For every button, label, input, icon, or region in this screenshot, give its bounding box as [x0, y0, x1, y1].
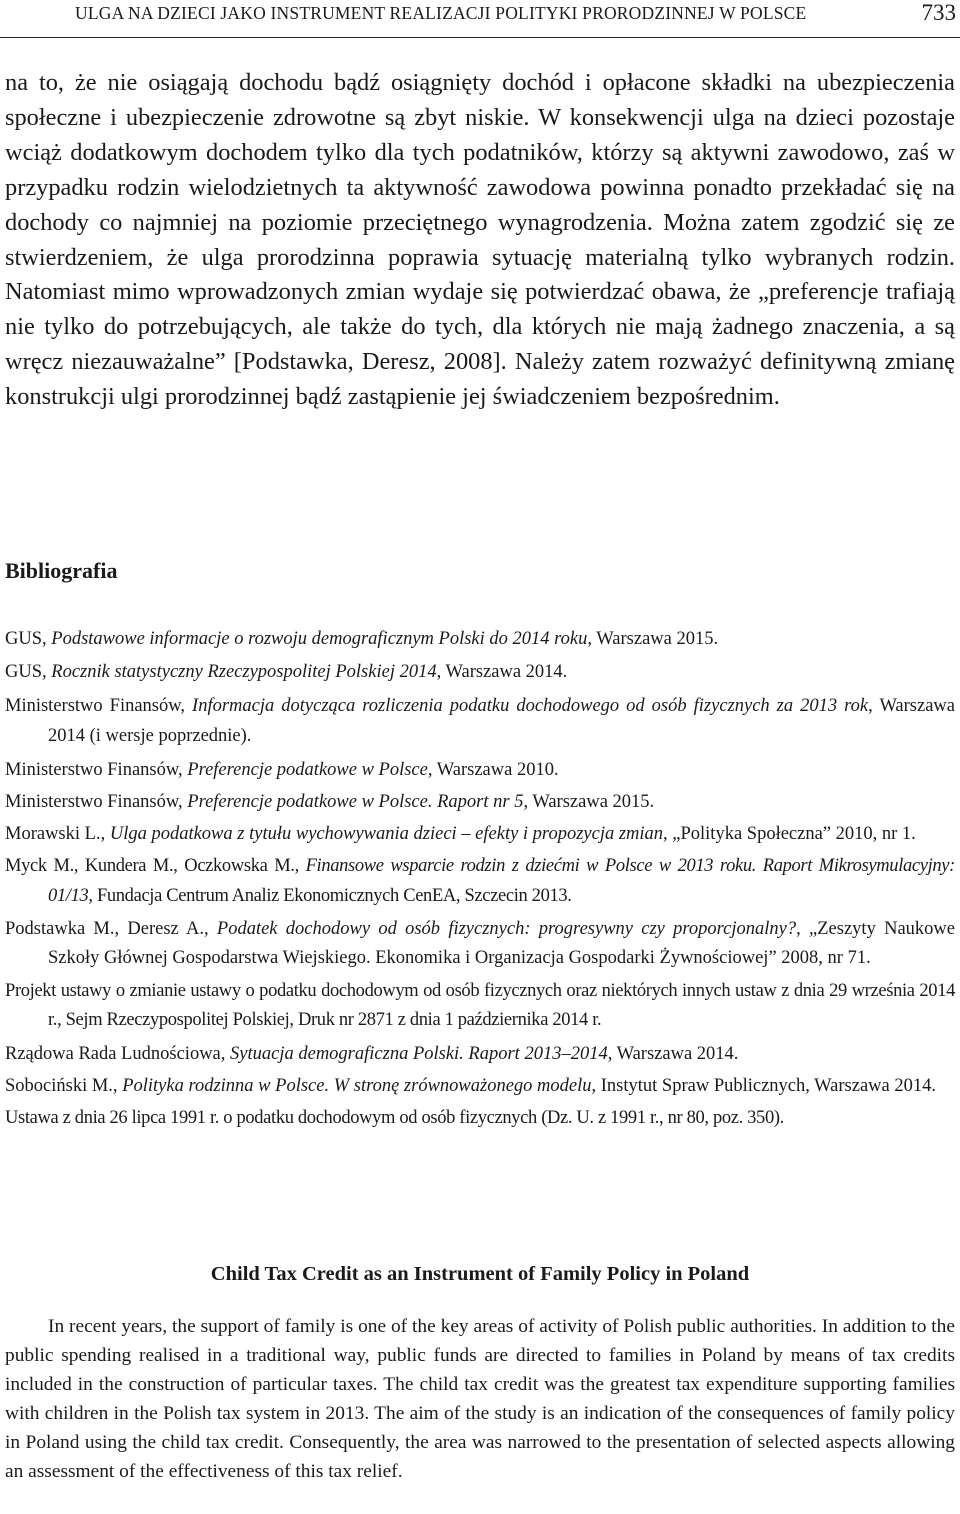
bibliography-entry: [5, 820, 955, 849]
entry-author: Podstawka M., Deresz A.,: [5, 918, 217, 939]
entry-details: , Warszawa 2015.: [587, 629, 719, 649]
entry-author: Rządowa Rada Ludnościowa,: [5, 1043, 231, 1064]
summary-title: Child Tax Credit as an Instrument of Family Policy in Poland: [210, 1263, 750, 1285]
bibliography-entry: [5, 1072, 955, 1101]
entry-title: Preferencje podatkowe w Polsce. Raport nr 5: [187, 792, 524, 813]
bibliography-entry: [5, 692, 955, 750]
entry-details: , Fundacja Centrum Analiz Ekonomicznych CenEA, Szczecin 2013.: [88, 885, 572, 906]
entry-details: , Warszawa 2014.: [607, 1043, 739, 1064]
entry-title: Preferencje podatkowe w Polsce: [187, 759, 428, 780]
entry-title: Rocznik statystyczny Rzeczypospolitej Polskiej 2014: [51, 662, 437, 683]
entry-details: , Warszawa 2014.: [436, 662, 568, 683]
entry-title: Finansowe wsparcie rodzin z dziećmi w Polsce w 2013 roku. Raport Mikrosymulacyjny: 01/13: [48, 856, 955, 906]
entry-author: Sobociński M.,: [5, 1075, 123, 1096]
bibliography-entry: [5, 852, 955, 910]
entry-details: , Warszawa 2015.: [523, 792, 655, 813]
running-header: [0, 0, 960, 40]
entry-details: , Warszawa 2014 (i wersje poprzednie).: [48, 696, 955, 746]
entry-details: , „Polityka Społeczna” 2010, nr 1.: [663, 824, 916, 845]
entry-author: GUS,: [5, 629, 52, 649]
entry-details: , Warszawa 2010.: [427, 759, 559, 780]
entry-author: Ministerstwo Finansów,: [5, 792, 188, 813]
entry-author: GUS,: [5, 662, 52, 683]
entry-details: , Instytut Spraw Publicznych, Warszawa 2014.: [591, 1075, 936, 1096]
summary-text: In recent years, the support of family is one of the key areas of activity of Polish public authorities. In addition to the public spending realised in a traditional way, public funds are directed to families in Poland by means of tax credits included in the construction of particular taxes. The child tax credit was the greatest tax expenditure supporting families with children in the Polish tax system in 2013. The aim of the study is an indication of the consequences of family policy in Poland using the child tax credit. Consequently, the area was narrowed to the presentation of selected aspects allowing an assessment of the effectiveness of this tax relief.: [5, 1316, 955, 1483]
body-paragraph: na to, że nie osiągają dochodu bądź osiągnięty dochód i opłacone składki na ubezpieczenia społeczne i ubezpieczenie zdrowotne są zbyt niskie. W konsekwencji ulga na dzieci pozostaje wciąż dodatkowym dochodem tylko dla tych podatników, którzy są aktywni zawodowo, zaś w przypadku rodzin wielodzietnych ta aktywność zawodowa powinna ponadto przekładać się na dochody co najmniej na poziomie przeciętnego wynagrodzenia. Można zatem zgodzić się ze stwierdzeniem, że ulga prorodzinna poprawia sytuację materialną tylko wybranych rodzin. Natomiast mimo wprowadzonych zmian wydaje się potwierdzać obawa, że „preferencje trafiają nie tylko do potrzebujących, ale także do tych, dla których nie mają żadnego znaczenia, a są wręcz niezauważalne” [Podstawka, Deresz, 2008]. Należy zatem rozważyć definitywną zmianę konstrukcji ulgi prorodzinnej bądź zastąpienie jej świadczeniem bezpośrednim.: [5, 69, 955, 411]
bibliography-entry: [5, 1040, 955, 1069]
bibliography-heading: Bibliografia: [5, 558, 118, 583]
bibliography-entry: [5, 915, 955, 973]
bibliography-entry: [5, 977, 955, 1035]
entry-title: Podstawowe informacje o rozwoju demograficznym Polski do 2014 roku: [51, 629, 588, 649]
entry-details: , „Zeszyty Naukowe Szkoły Głównej Gospodarstwa Wiejskiego. Ekonomika i Organizacja Gospodarki Żywnościowej” 2008, nr 71.: [48, 918, 955, 969]
entry-title: Informacja dotycząca rozliczenia podatku dochodowego od osób fizycznych za 2013 rok: [192, 696, 869, 717]
entry-title: Polityka rodzinna w Polsce. W stronę zrównoważonego modelu: [122, 1075, 592, 1096]
entry-author: Myck M., Kundera M., Oczkowska M.,: [5, 856, 306, 877]
running-title: ULGA NA DZIECI JAKO INSTRUMENT REALIZACJI POLITYKI PRORODZINNEJ W POLSCE: [75, 3, 807, 23]
entry-author: Morawski L.,: [5, 824, 110, 845]
header-rule: [0, 37, 960, 38]
entry-author: Projekt ustawy o zmianie ustawy o podatku dochodowym od osób fizycznych oraz niektórych innych ustaw z dnia 29 września 2014 r., Sejm Rzeczypospolitej Polskiej, Druk nr 2871 z dnia 1 października 2014 r.: [5, 981, 955, 1031]
bibliography-entry: [5, 788, 955, 817]
entry-title: Ulga podatkowa z tytułu wychowywania dzieci – efekty i propozycja zmian: [109, 824, 664, 845]
body-text: [5, 66, 955, 415]
entry-title: Sytuacja demograficzna Polski. Raport 2013–2014: [230, 1043, 608, 1064]
bibliography-entry: [5, 1104, 955, 1133]
summary-paragraph: [5, 1312, 955, 1487]
entry-author: Ustawa z dnia 26 lipca 1991 r. o podatku dochodowym od osób fizycznych (Dz. U. z 1991 r., nr 80, poz. 350).: [5, 1108, 784, 1129]
entry-author: Ministerstwo Finansów,: [5, 696, 193, 717]
bibliography-entry: [5, 625, 955, 654]
page-number: 733: [921, 0, 956, 25]
bibliography-entry: [5, 756, 955, 785]
entry-author: Ministerstwo Finansów,: [5, 759, 188, 780]
bibliography-list: [5, 625, 955, 1133]
entry-title: Podatek dochodowy od osób fizycznych: progresywny czy proporcjonalny?: [216, 918, 797, 939]
bibliography-entry: [5, 658, 955, 687]
